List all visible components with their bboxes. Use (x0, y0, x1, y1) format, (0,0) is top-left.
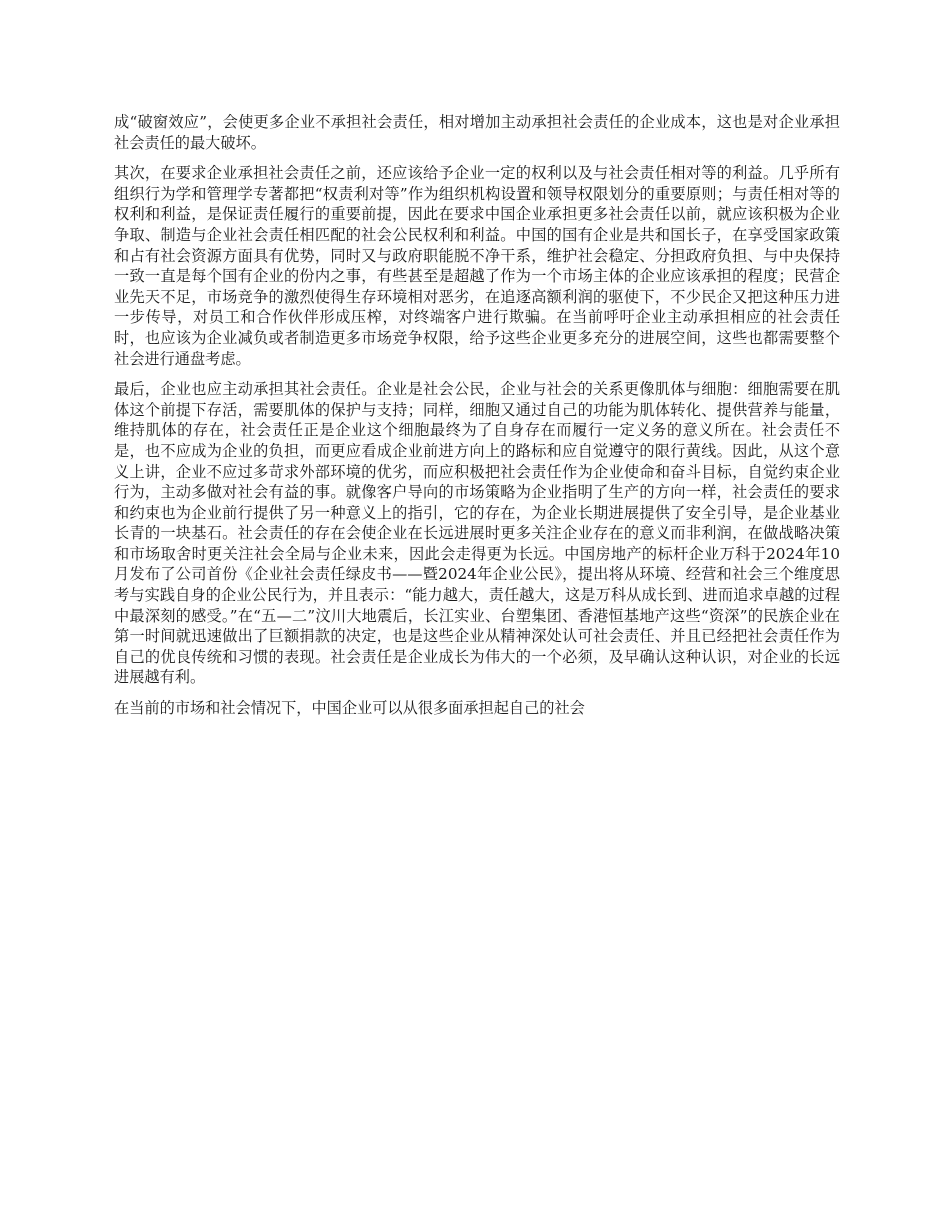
paragraph-finally: 最后，企业也应主动承担其社会责任。企业是社会公民，企业与社会的关系更像肌体与细胞：细胞需要在肌体这个前提下存活，需要肌体的保护与支持；同样，细胞又通过自己的功能为肌体转化、提供营养与能量，维持肌体的存在，社会责任正是企业这个细胞最终为了自身存在而履行一定义务的意义所在。社会责任不是，也不应成为企业的负担，而更应看成企业前进方向上的路标和应自觉遵守的限行黄线。因此，从这个意义上讲，企业不应过多苛求外部环境的优劣，而应积极把社会责任作为企业使命和奋斗目标，自觉约束企业行为，主动多做对社会有益的事。就像客户导向的市场策略为企业指明了生产的方向一样，社会责任的要求和约束也为企业前行提供了另一种意义上的指引，它的存在，为企业长期进展提供了安全引导，是企业基业长青的一块基石。社会责任的存在会使企业在长远进展时更多关注企业存在的意义而非利润，在做战略决策和市场取舍时更关注社会全局与企业未来，因此会走得更为长远。中国房地产的标杆企业万科于2024年10月发布了公司首份《企业社会责任绿皮书——暨2024年企业公民》，提出将从环境、经营和社会三个维度思考与实践自身的企业公民行为，并且表示：“能力越大，责任越大，这是万科从成长到、进而追求卓越的过程中最深刻的感受。”在“五—二”汶川大地震后，长江实业、台塑集团、香港恒基地产这些“资深”的民族企业在第一时间就迅速做出了巨额捐款的决定，也是这些企业从精神深处认可社会责任、并且已经把社会责任作为自己的优良传统和习惯的表现。社会责任是企业成长为伟大的一个必须，及早确认这种认识，对企业的长远进展越有利。 (114, 380, 840, 687)
paragraph-broken-window: 成“破窗效应”，会使更多企业不承担社会责任，相对增加主动承担社会责任的企业成本，这也是对企业承担社会责任的最大破坏。 (114, 113, 840, 152)
document-body (114, 112, 840, 729)
paragraph-secondly: 其次，在要求企业承担社会责任之前，还应该给予企业一定的权利以及与社会责任相对等的利益。几乎所有组织行为学和管理学专著都把“权责利对等”作为组织机构设置和领导权限划分的重要原则；与责任相对等的权利和利益，是保证责任履行的重要前提，因此在要求中国企业承担更多社会责任以前，就应该积极为企业争取、制造与企业社会责任相匹配的社会公民权利和利益。中国的国有企业是共和国长子，在享受国家政策和占有社会资源方面具有优势，同时又与政府职能脱不净干系，维护社会稳定、分担政府负担、与中央保持一致一直是每个国有企业的份内之事，有些甚至是超越了作为一个市场主体的企业应该承担的程度；民营企业先天不足，市场竞争的激烈使得生存环境相对恶劣，在追逐高额利润的驱使下，不少民企又把这种压力进一步传导，对员工和合作伙伴形成压榨，对终端客户进行欺骗。在当前呼吁企业主动承担相应的社会责任时，也应该为企业减负或者制造更多市场竞争权限，给予这些企业更多充分的进展空间，这些也都需要整个社会进行通盘考虑。 (114, 164, 840, 368)
paragraph-current-situation: 在当前的市场和社会情况下，中国企业可以从很多面承担起自己的社会 (114, 699, 585, 718)
